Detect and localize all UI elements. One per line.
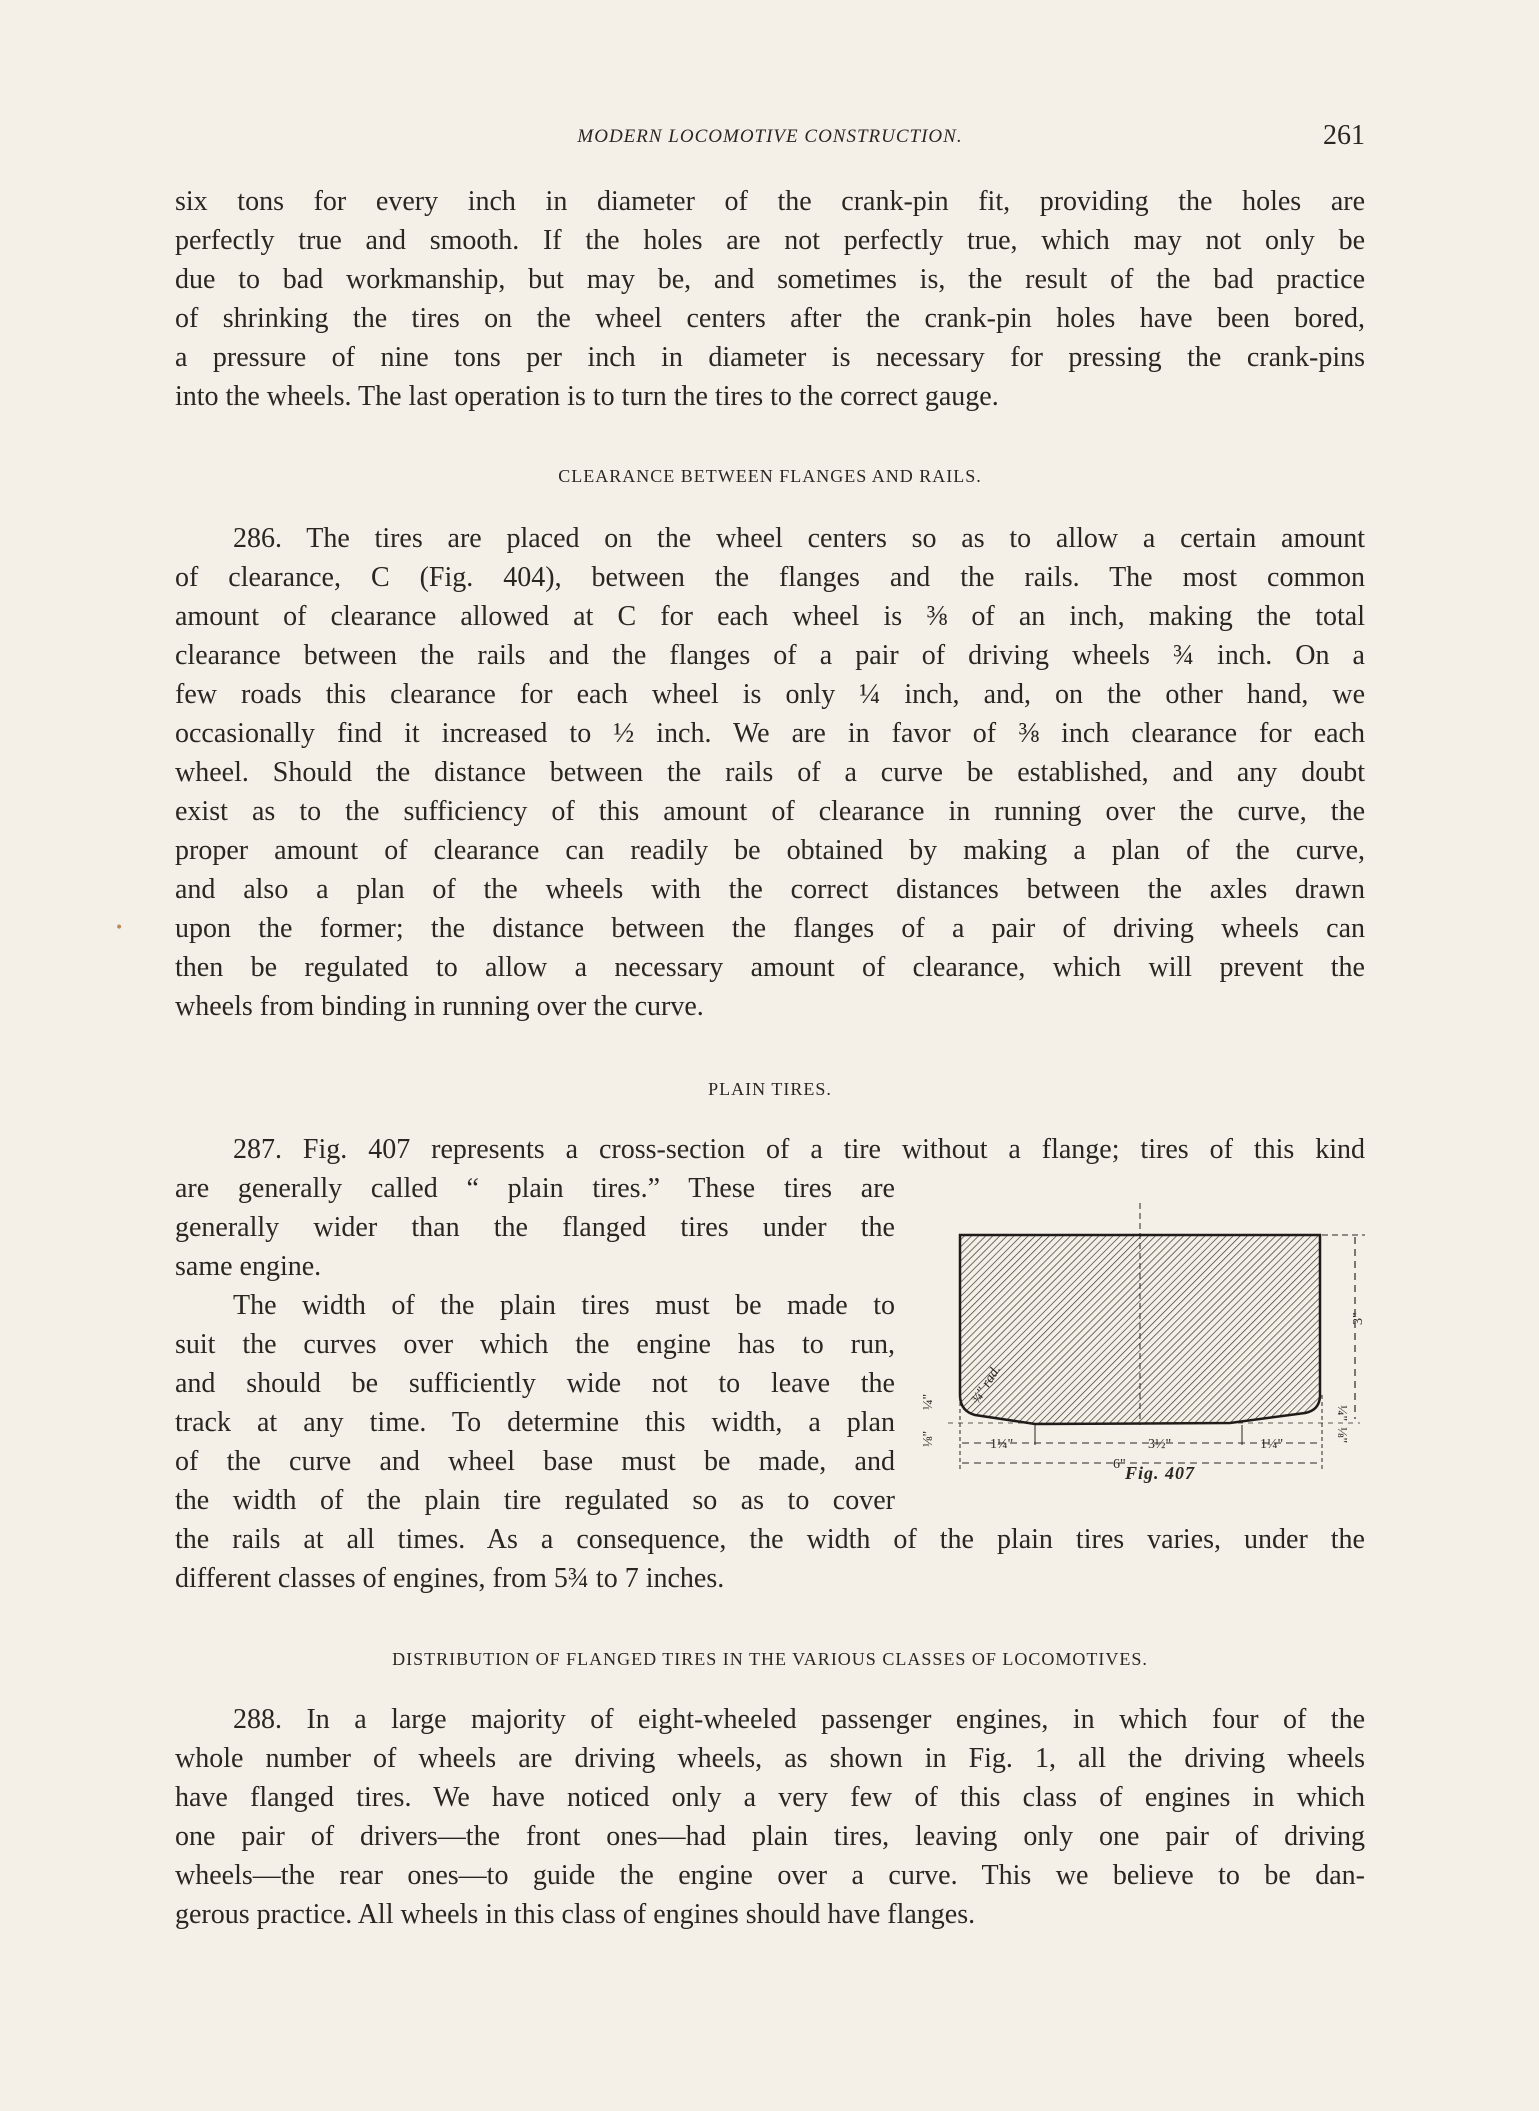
text-line: into the wheels. The last operation is to turn the tires to the correct gauge.: [175, 381, 999, 412]
text-line: suit the curves over which the engine has to run,: [175, 1329, 895, 1360]
text-line: clearance between the rails and the flanges of a pair of driving wheels ¾ inch. On a: [175, 640, 1365, 671]
text-line: of the curve and wheel base must be made, and: [175, 1446, 895, 1477]
text-line: few roads this clearance for each wheel is only ¼ inch, and, on the other hand, we: [175, 679, 1365, 710]
figure-caption: Fig. 407: [1124, 1463, 1195, 1483]
text-line: The width of the plain tires must be made to: [233, 1290, 895, 1321]
total-width-label: 6": [1113, 1457, 1126, 1472]
text-line: a pressure of nine tons per inch in diameter is necessary for pressing the crank-pins: [175, 342, 1365, 373]
text-line: occasionally find it increased to ½ inch. We are in favor of ⅜ inch clearance for each: [175, 718, 1365, 749]
text-line: one pair of drivers—the front ones—had plain tires, leaving only one pair of driving: [175, 1821, 1365, 1852]
text-line: perfectly true and smooth. If the holes are not perfectly true, which may not only be: [175, 225, 1365, 256]
radius-label: ¾" rad.: [968, 1362, 1005, 1408]
text-line: exist as to the sufficiency of this amount of clearance in running over the curve, the: [175, 796, 1365, 827]
tire-section-shape: [960, 1235, 1320, 1424]
section-heading-plain-tires: PLAIN TIRES.: [708, 1079, 832, 1099]
right-edge-rise-label: ¼": [1334, 1405, 1349, 1422]
text-line: proper amount of clearance can readily be obtained by making a plan of the curve,: [175, 835, 1365, 866]
text-line: the width of the plain tire regulated so as to cover: [175, 1485, 895, 1516]
left-segment-label: 1¼": [990, 1437, 1014, 1452]
text-line: six tons for every inch in diameter of the crank-pin fit, providing the holes are: [175, 186, 1365, 217]
text-line: same engine.: [175, 1251, 322, 1282]
text-line: amount of clearance allowed at C for each wheel is ⅜ of an inch, making the total: [175, 601, 1365, 632]
text-line: the rails at all times. As a consequence, the width of the plain tires varies, under the: [175, 1524, 1365, 1555]
section-heading-distribution: DISTRIBUTION OF FLANGED TIRES IN THE VARIOUS CLASSES OF LOCOMOTIVES.: [392, 1649, 1148, 1669]
text-line: and should be sufficiently wide not to leave the: [175, 1368, 895, 1399]
height-label: 3": [1351, 1312, 1366, 1325]
text-line: upon the former; the distance between the flanges of a pair of driving wheels can: [175, 913, 1365, 944]
left-edge-rise-label: ¼": [921, 1393, 936, 1410]
running-title: MODERN LOCOMOTIVE CONSTRUCTION.: [577, 126, 963, 147]
left-bottom-drop-label: ⅛": [921, 1430, 936, 1447]
text-line: have flanged tires. We have noticed only a very few of this class of engines in which: [175, 1782, 1365, 1813]
text-line: and also a plan of the wheels with the correct distances between the axles drawn: [175, 874, 1365, 905]
paragraph-288: [175, 1700, 1365, 1934]
text-line: 287. Fig. 407 represents a cross-section of a tire without a flange; tires of this kind: [233, 1134, 1365, 1165]
tire-cross-section-drawing: [920, 1195, 1390, 1490]
text-line: whole number of wheels are driving wheels, as shown in Fig. 1, all the driving wheels: [175, 1743, 1365, 1774]
text-line: gerous practice. All wheels in this class of engines should have flanges.: [175, 1899, 976, 1930]
text-line: generally wider than the flanged tires under the: [175, 1212, 895, 1243]
text-line: wheel. Should the distance between the rails of a curve be established, and any doubt: [175, 757, 1365, 788]
narrow-column: [175, 1169, 895, 1520]
section-heading-clearance: CLEARANCE BETWEEN FLANGES AND RAILS.: [558, 466, 982, 486]
text-line: then be regulated to allow a necessary amount of clearance, which will prevent the: [175, 952, 1365, 983]
text-line: 286. The tires are placed on the wheel centers so as to allow a certain amount: [233, 523, 1365, 554]
text-line: 288. In a large majority of eight-wheeled passenger engines, in which four of the: [233, 1704, 1365, 1735]
text-line: are generally called “ plain tires.” These tires are: [175, 1173, 895, 1204]
text-line: wheels from binding in running over the curve.: [175, 991, 704, 1022]
figure-407: [920, 1195, 1390, 1490]
page-number: 261: [1323, 120, 1365, 151]
intro-paragraph: [175, 182, 1365, 416]
right-bottom-drop-label: ⅛": [1334, 1427, 1349, 1444]
text-line: of clearance, C (Fig. 404), between the flanges and the rails. The most common: [175, 562, 1365, 593]
text-line: due to bad workmanship, but may be, and sometimes is, the result of the bad practice: [175, 264, 1365, 295]
running-head: [175, 120, 1365, 160]
text-line: wheels—the rear ones—to guide the engine over a curve. This we believe to be dan-: [175, 1860, 1365, 1891]
paragraph-286: [175, 519, 1365, 1026]
margin-speck: •: [115, 920, 124, 936]
text-line: of shrinking the tires on the wheel centers after the crank-pin holes have been bored,: [175, 303, 1365, 334]
text-line: different classes of engines, from 5¾ to 7 inches.: [175, 1563, 725, 1594]
right-segment-label: 1¼": [1260, 1437, 1284, 1452]
middle-segment-label: 3½": [1148, 1437, 1172, 1452]
text-line: track at any time. To determine this width, a plan: [175, 1407, 895, 1438]
